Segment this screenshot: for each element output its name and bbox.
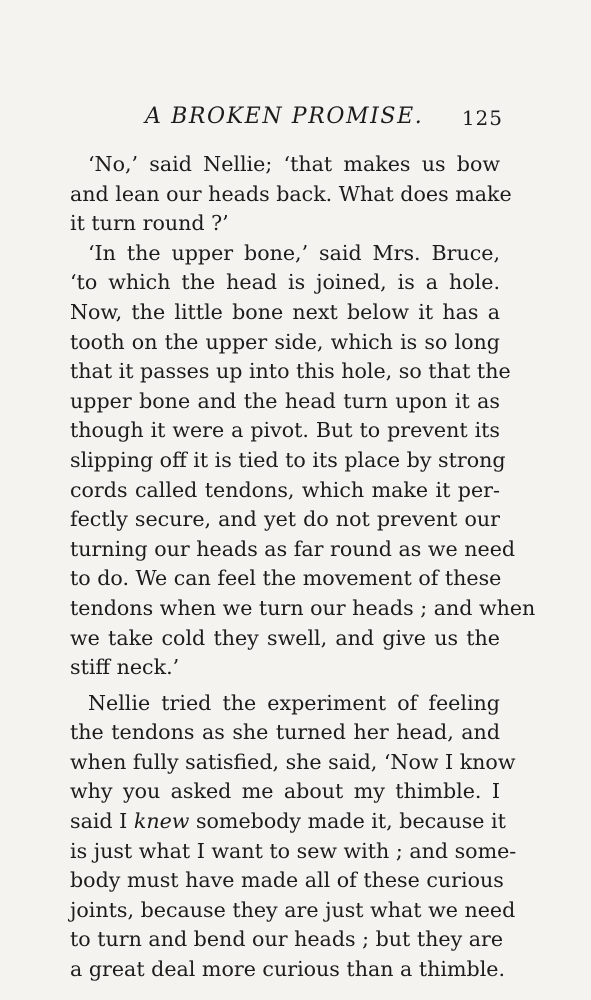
text-fragment: said I xyxy=(70,809,134,834)
running-title: A BROKEN PROMISE. xyxy=(145,104,424,129)
text-line: to do. We can feel the movement of these xyxy=(70,566,502,591)
text-line: we take cold they swell, and give us the xyxy=(70,625,500,650)
text-line: ‘to which the head is joined, is a hole. xyxy=(70,270,500,295)
text-line: tendons when we turn our heads ; and when xyxy=(70,595,536,620)
running-head xyxy=(100,104,503,138)
text-line: that it passes up into this hole, so that the xyxy=(70,359,511,384)
text-line: why you asked me about my thimble. I xyxy=(70,779,500,804)
text-line: ‘In the upper bone,’ said Mrs. Bruce, xyxy=(88,240,500,265)
text-line: is just what I want to sew with ; and some- xyxy=(70,838,517,863)
text-line: body must have made all of these curious xyxy=(70,868,504,893)
text-line: it turn round ?’ xyxy=(70,211,229,236)
text-fragment: somebody made it, because it xyxy=(195,809,506,834)
text-line: fectly secure, and yet do not prevent our xyxy=(70,507,500,532)
text-line: when fully satisfied, she said, ‘Now I know xyxy=(70,749,516,774)
paragraph-3 xyxy=(70,689,517,985)
text-line: Nellie tried the experiment of feeling xyxy=(88,690,500,715)
text-line: joints, because they are just what we need xyxy=(70,897,516,922)
text-line: a great deal more curious than a thimble. xyxy=(70,957,506,982)
text-line: slipping off it is tied to its place by strong xyxy=(70,447,506,472)
text-line: Now, the little bone next below it has a xyxy=(70,299,500,324)
text-line: tooth on the upper side, which is so long xyxy=(70,329,500,354)
text-line: ‘No,’ said Nellie; ‘that makes us bow xyxy=(88,152,500,176)
text-line: and lean our heads back. What does make xyxy=(70,181,512,206)
paragraph-2 xyxy=(70,239,536,683)
text-line-emphasis xyxy=(70,807,506,837)
body-text xyxy=(70,150,536,985)
text-line: turning our heads as far round as we need xyxy=(70,536,516,561)
text-line: upper bone and the head turn upon it as xyxy=(70,388,500,413)
text-line: the tendons as she turned her head, and xyxy=(70,720,500,745)
text-line: though it were a pivot. But to prevent its xyxy=(70,418,500,443)
page-number: 125 xyxy=(461,106,503,130)
emphasized-word: knew xyxy=(133,809,190,834)
text-line: cords called tendons, which make it per- xyxy=(70,477,500,502)
text-line: to turn and bend our heads ; but they are xyxy=(70,927,504,952)
paragraph-1 xyxy=(70,150,512,239)
text-line: stiff neck.’ xyxy=(70,655,180,680)
